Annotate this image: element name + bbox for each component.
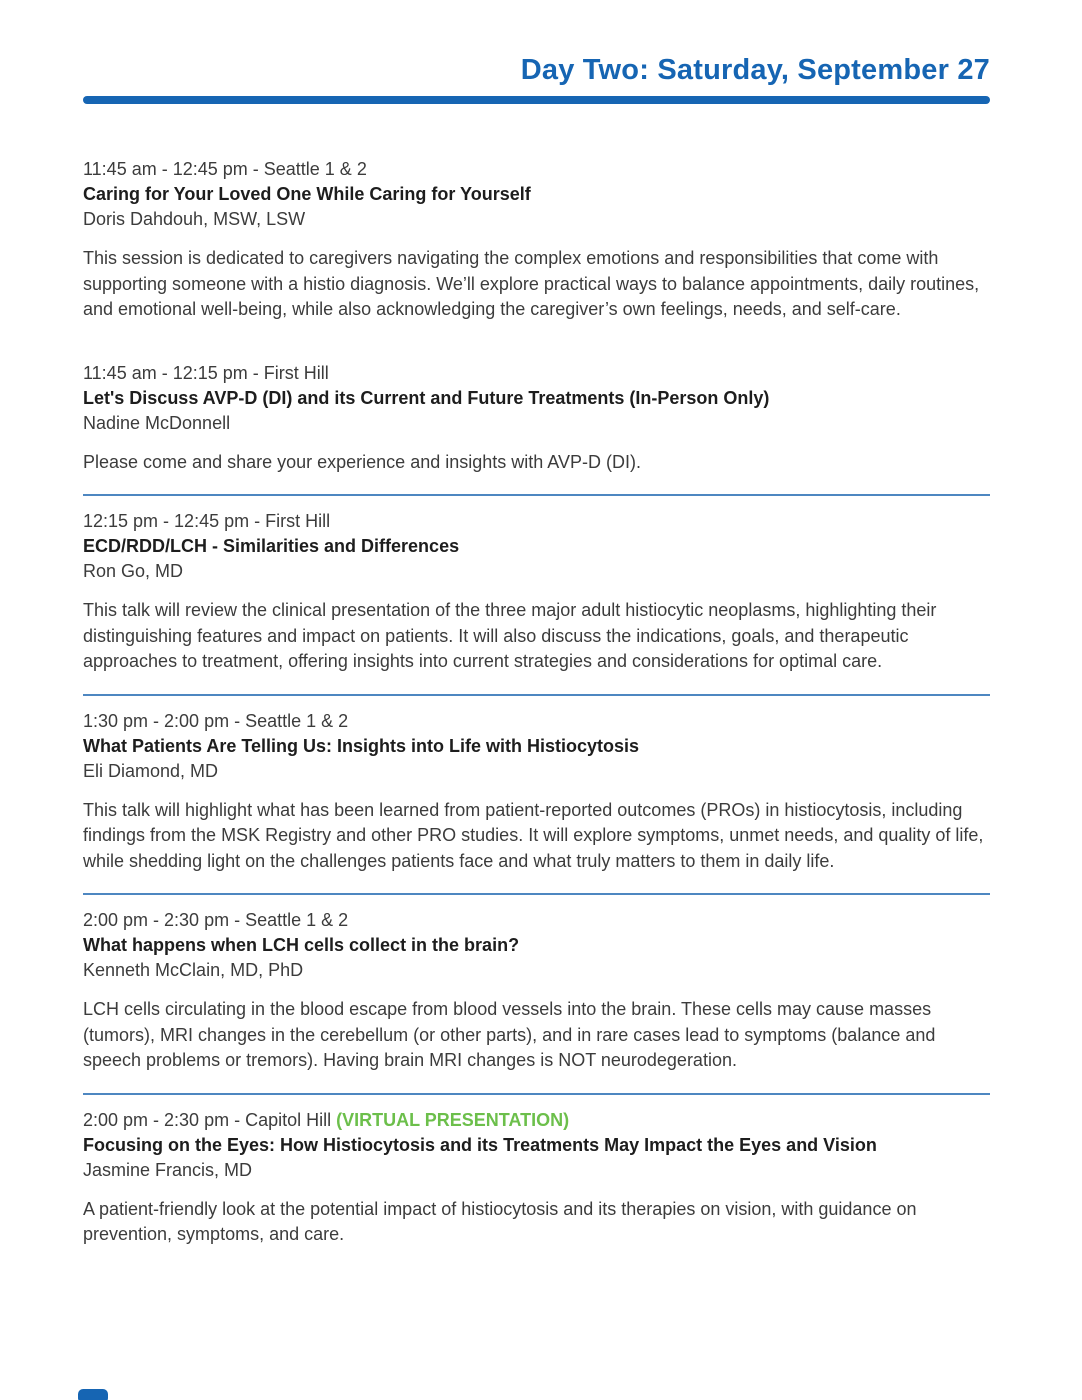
session-block (83, 157, 990, 323)
session-description: A patient-friendly look at the potential impact of histiocytosis and its therapies on vision, with guidance on prevention, symptoms, and care. (83, 1198, 917, 1244)
session-time-location-text: 12:15 pm - 12:45 pm - First Hill (83, 511, 331, 531)
session-speaker: Nadine McDonnell (83, 412, 231, 433)
session-time-location (83, 908, 990, 933)
session-block (83, 361, 990, 497)
session-divider (83, 893, 990, 895)
header-rule (83, 96, 990, 104)
session-time-location-text: 2:00 pm - 2:30 pm - Capitol Hill (83, 1109, 332, 1130)
session-speaker: Doris Dahdouh, MSW, LSW (83, 209, 306, 229)
session-time-location-text: 1:30 pm - 2:00 pm - Seattle 1 & 2 (83, 710, 349, 731)
session-title: Focusing on the Eyes: How Histiocytosis and its Treatments May Impact the Eyes and Vision (83, 1134, 877, 1155)
page-title: Day Two: Saturday, September 27 (520, 54, 990, 86)
session-time-location (83, 361, 990, 386)
session-time-location (83, 1108, 990, 1133)
session-time-location (83, 509, 990, 534)
session-block (83, 509, 990, 696)
session-description: This talk will review the clinical presentation of the three major adult histiocytic neoplasms, highlighting their distinguishing features and impact on patients. It will also discuss the indications, goals, and therapeutic approaches to treatment, offering insights into current strategies and considerations for optimal care. (83, 600, 937, 671)
bottom-page-rule-fragment (78, 1389, 108, 1400)
session-title: ECD/RDD/LCH - Similarities and Differences (83, 536, 460, 556)
session-time-location-text: 11:45 am - 12:45 pm - Seattle 1 & 2 (83, 159, 367, 179)
session-block (83, 1108, 990, 1248)
session-title: Caring for Your Loved One While Caring for Yourself (83, 184, 531, 204)
session-description: Please come and share your experience and insights with AVP-D (DI). (83, 451, 641, 472)
session-time-location-text: 11:45 am - 12:15 pm - First Hill (83, 362, 329, 383)
session-block (83, 709, 990, 896)
session-time-location (83, 709, 990, 734)
session-title: What Patients Are Telling Us: Insights into Life with Histiocytosis (83, 735, 640, 756)
session-divider (83, 494, 990, 496)
session-time-location (83, 157, 990, 182)
virtual-presentation-tag: (VIRTUAL PRESENTATION) (336, 1109, 570, 1130)
session-speaker: Kenneth McClain, MD, PhD (83, 960, 304, 980)
session-speaker: Eli Diamond, MD (83, 760, 219, 781)
session-divider (83, 694, 990, 696)
session-block (83, 908, 990, 1095)
session-description: LCH cells circulating in the blood escape from blood vessels into the brain. These cells may cause masses (tumors), MRI changes in the cerebellum (or other parts), and in rare cases lead to symptoms (balance and speech problems or tremors). Having brain MRI changes is NOT neurodegeration. (83, 999, 936, 1070)
session-description: This session is dedicated to caregivers navigating the complex emotions and responsibilities that come with supporting someone with a histio diagnosis. We’ll explore practical ways to balance appointments, daily routines, and emotional well-being, while also acknowledging the caregiver’s own feelings, needs, and self-care. (83, 248, 980, 319)
session-description: This talk will highlight what has been learned from patient-reported outcomes (PROs) in histiocytosis, including findings from the MSK Registry and other PRO studies. It will explore symptoms, unmet needs, and quality of life, while shedding light on the challenges patients face and what truly matters to them in daily life. (83, 799, 984, 871)
session-title: What happens when LCH cells collect in the brain? (83, 935, 520, 955)
session-divider (83, 1093, 990, 1095)
session-speaker: Ron Go, MD (83, 561, 184, 581)
session-time-location-text: 2:00 pm - 2:30 pm - Seattle 1 & 2 (83, 910, 349, 930)
page-header (83, 0, 990, 104)
session-speaker: Jasmine Francis, MD (83, 1159, 253, 1180)
session-list (83, 157, 990, 1248)
session-title: Let's Discuss AVP-D (DI) and its Current and Future Treatments (In-Person Only) (83, 387, 770, 408)
